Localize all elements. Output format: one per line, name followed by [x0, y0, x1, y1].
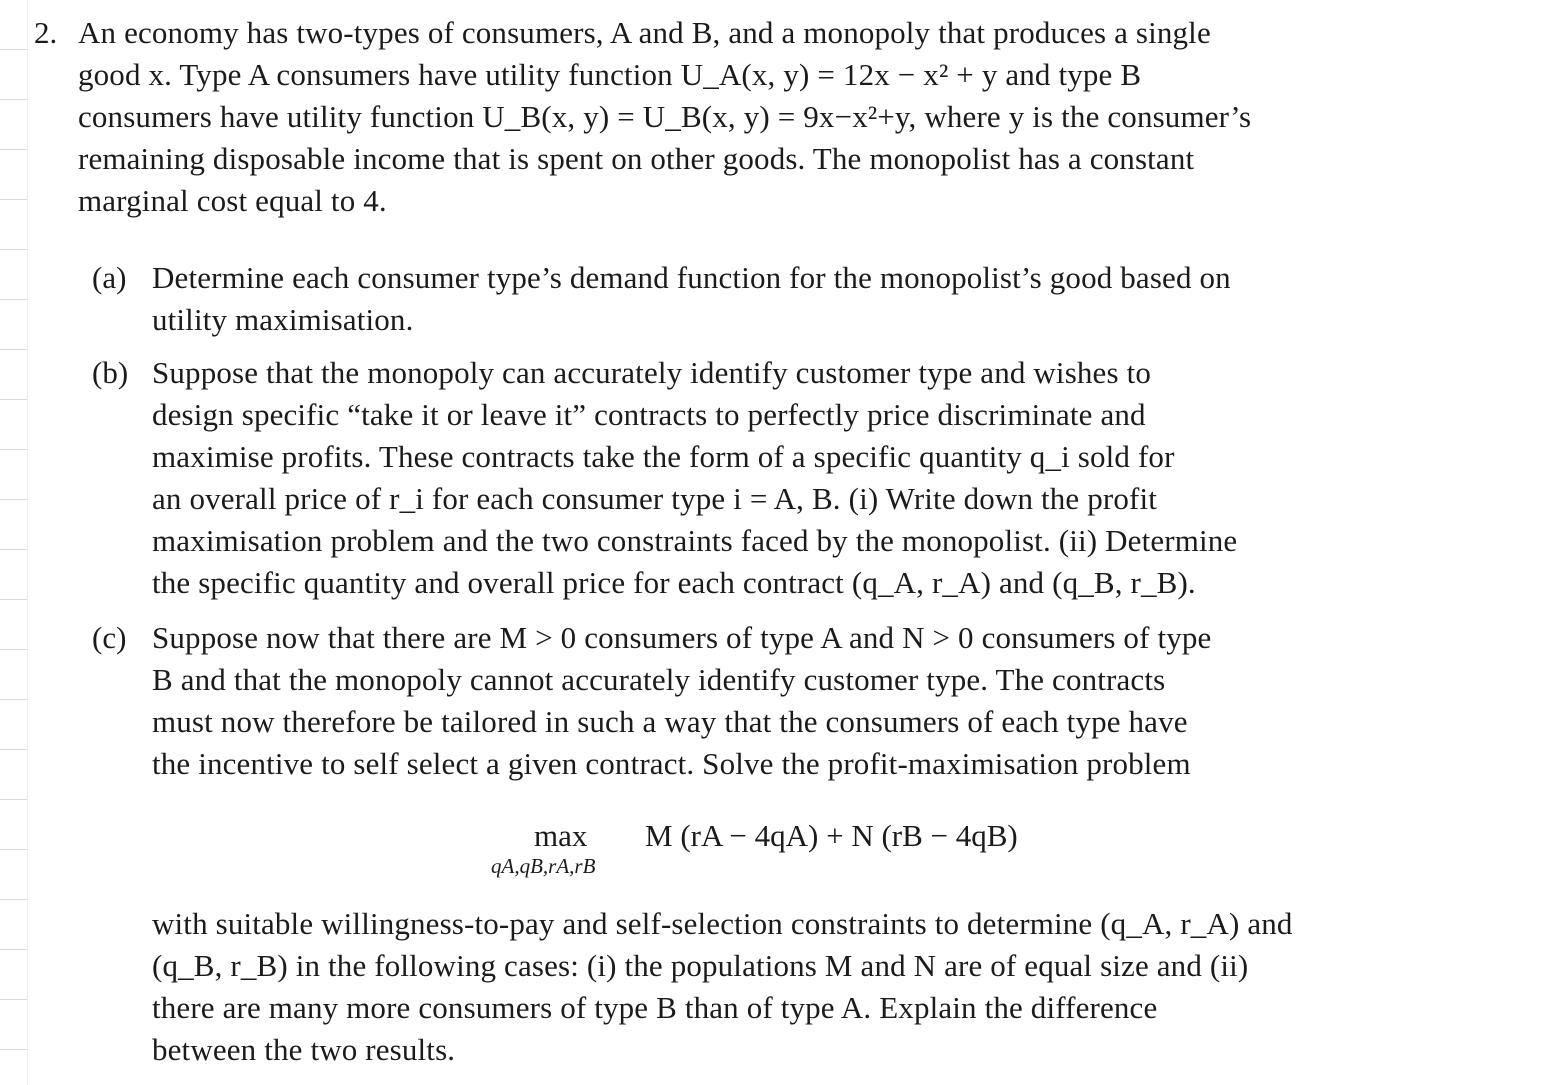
part-b-line-3: maximise profits. These contracts take the form of a specific quantity q_i sold for — [152, 439, 1175, 474]
question-number: 2. — [34, 15, 58, 50]
notebook-margin-line — [27, 0, 28, 1085]
part-c-line-2: B and that the monopoly cannot accurately identify customer type. The contracts — [152, 662, 1166, 697]
part-c-after-line-3: there are many more consumers of type B than of type A. Explain the difference — [152, 990, 1158, 1025]
formula-max-operator: max — [534, 818, 588, 853]
part-a-line-2: utility maximisation. — [152, 302, 414, 337]
part-b-line-6: the specific quantity and overall price for each contract (q_A, r_A) and (q_B, r_B). — [152, 565, 1196, 600]
part-b-label: (b) — [92, 355, 129, 390]
part-c-after-line-2: (q_B, r_B) in the following cases: (i) the populations M and N are of equal size and (ii) — [152, 948, 1249, 983]
part-c-after-line-1: with suitable willingness-to-pay and self-selection constraints to determine (q_A, r_A) and — [152, 906, 1293, 941]
intro-line-4: remaining disposable income that is spent on other goods. The monopolist has a constant — [78, 141, 1195, 176]
intro-line-5: marginal cost equal to 4. — [78, 183, 387, 218]
formula-max-subscript: qA,qB,rA,rB — [491, 854, 596, 878]
part-b-line-4: an overall price of r_i for each consumer type i = A, B. (i) Write down the profit — [152, 481, 1158, 516]
part-a-line-1: Determine each consumer type’s demand function for the monopolist’s good based on — [152, 260, 1231, 295]
notebook-margin-ticks — [0, 0, 28, 1085]
part-c-line-3: must now therefore be tailored in such a way that the consumers of each type have — [152, 704, 1188, 739]
part-b-line-1: Suppose that the monopoly can accurately identify customer type and wishes to — [152, 355, 1151, 390]
part-c-after-line-4: between the two results. — [152, 1032, 456, 1067]
part-a-label: (a) — [92, 260, 127, 295]
part-b-line-5: maximisation problem and the two constraints faced by the monopolist. (ii) Determine — [152, 523, 1238, 558]
part-c-label: (c) — [92, 620, 127, 655]
part-b-line-2: design specific “take it or leave it” contracts to perfectly price discriminate and — [152, 397, 1146, 432]
intro-line-3: consumers have utility function U_B(x, y) = U_B(x, y) = 9x−x²+y, where y is the consumer’s — [78, 99, 1252, 134]
formula-expression: M (rA − 4qA) + N (rB − 4qB) — [645, 818, 1018, 853]
intro-line-1: An economy has two-types of consumers, A and B, and a monopoly that produces a single — [78, 15, 1211, 50]
part-c-line-1: Suppose now that there are M > 0 consumers of type A and N > 0 consumers of type — [152, 620, 1212, 655]
intro-line-2: good x. Type A consumers have utility function U_A(x, y) = 12x − x² + y and type B — [78, 57, 1142, 92]
part-c-line-4: the incentive to self select a given contract. Solve the profit-maximisation problem — [152, 746, 1191, 781]
